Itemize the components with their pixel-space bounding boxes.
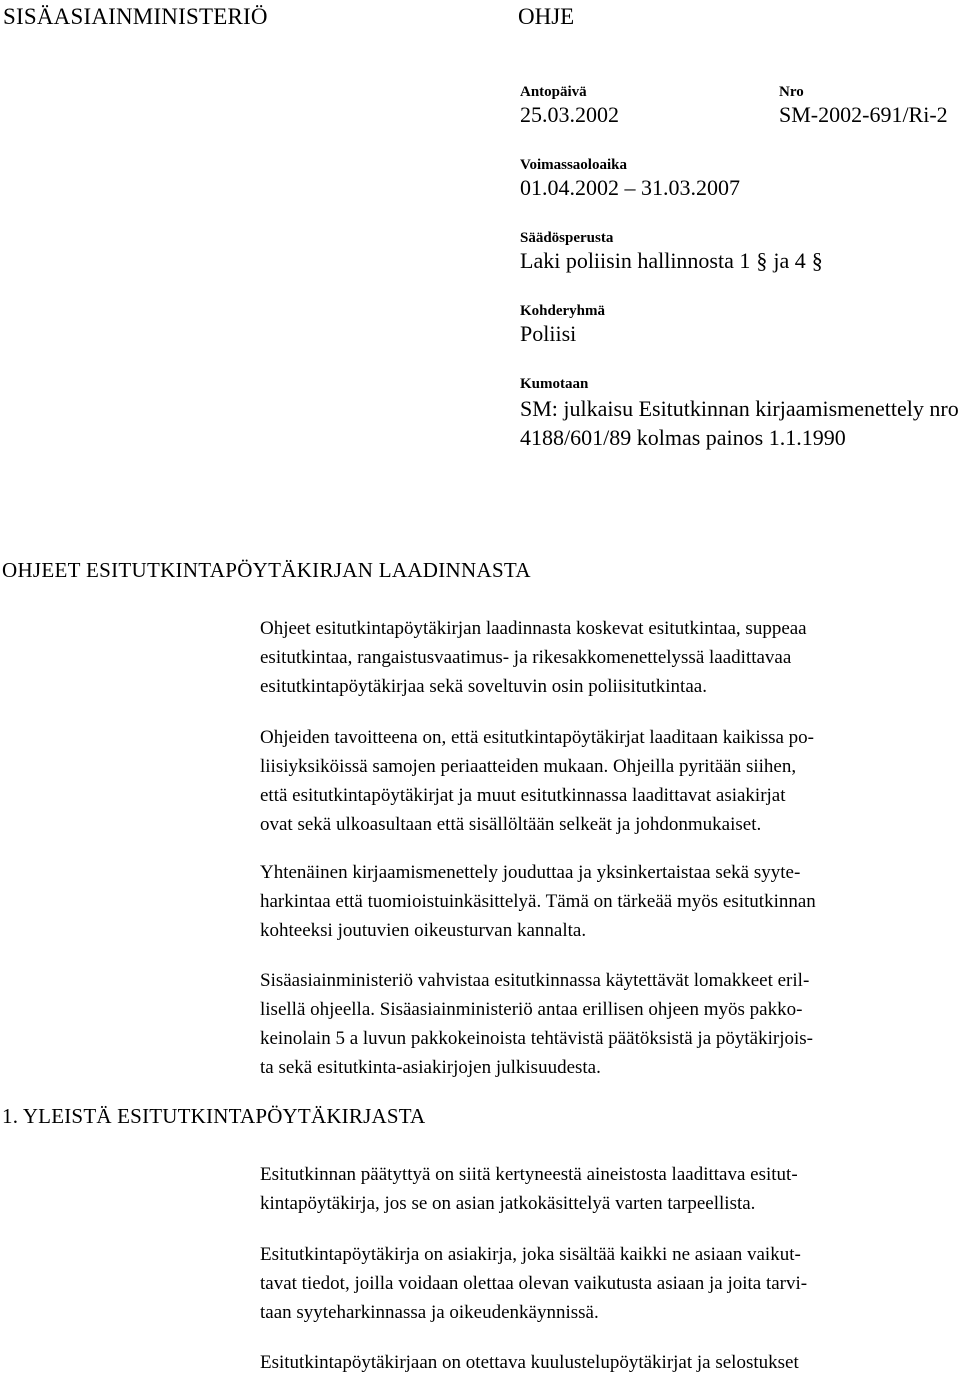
legal-basis-text-middle: ja 4 [773,248,806,273]
target-group-value: Poliisi [520,321,577,346]
target-group-label: Kohderyhmä [520,303,606,319]
document-title: OHJEET ESITUTKINTAPÖYTÄKIRJAN LAADINNASTA [2,558,531,582]
legal-basis-label: Säädösperusta [520,230,614,246]
body-paragraph: Esitutkinnan päätyttyä on siitä kertyneestä aineistosta laadittava esitut- kintapöytäkirja, jos se on asian jatkokäsittelyä varten tarpeellista. [260,1164,798,1214]
legal-basis-value [520,248,829,274]
body-paragraph: Esitutkintapöytäkirja on asiakirja, joka sisältää kaikki ne asiaan vaikut- tavat tiedot, joilla voidaan olettaa olevan vaikutusta asiaan ja joita tarvi- taan syyteharkinnassa ja oikeudenkäynnissä. [260,1244,808,1323]
body-paragraph: Yhtenäinen kirjaamismenettely jouduttaa ja yksinkertaistaa sekä syyte- harkintaa että tuomioistuinkäsittelyä. Tämä on tärkeää myös esitutkinnan kohteeksi joutuvien oikeusturvan kannalta. [260,862,816,941]
repeals-value: SM: julkaisu Esitutkinnan kirjaamismenettely nro 4188/601/89 kolmas painos 1.1.1990 [520,396,959,450]
legal-basis-text-prefix: Laki poliisin hallinnosta 1 [520,248,751,273]
number-value: SM-2002-691/Ri-2 [779,102,948,127]
section-heading: 1. YLEISTÄ ESITUTKINTAPÖYTÄKIRJASTA [2,1104,426,1128]
body-paragraph: Ohjeet esitutkintapöytäkirjan laadinnasta koskevat esitutkintaa, suppeaa esitutkintaa, rangaistusvaatimus- ja rikesakkomenettelyssä laadittavaa esitutkintapöytäkirjaa sekä soveltuvin osin poliisitutkintaa. [260,618,807,697]
document-type: OHJE [518,4,575,29]
number-label: Nro [779,84,804,100]
section-symbol: § [811,248,823,273]
issue-date-value: 25.03.2002 [520,102,619,127]
body-paragraph: Sisäasiainministeriö vahvistaa esitutkinnassa käytettävät lomakkeet eril- lisellä ohjeella. Sisäasiainministeriö antaa erillisen ohjeen myös pakko- keinolain 5 a luvun pakkokeinoista tehtävistä päätöksistä ja pöytäkirjois- ta sekä esitutkinta-asiakirjojen julkisuudesta. [260,970,813,1078]
body-paragraph: Ohjeiden tavoitteena on, että esitutkintapöytäkirjat laaditaan kaikissa po- liisiyksiköissä samojen periaatteiden mukaan. Ohjeilla pyritään siihen, että esitutkintapöytäkirjat ja muut esitutkinnassa laadittavat asiakirjat ovat sekä ulkoasultaan että sisällöltään selkeät ja johdonmukaiset. [260,727,814,835]
organization-name: SISÄASIAINMINISTERIÖ [3,4,268,29]
validity-value: 01.04.2002 – 31.03.2007 [520,175,740,200]
section-symbol: § [756,248,768,273]
issue-date-label: Antopäivä [520,84,587,100]
repeals-label: Kumotaan [520,376,589,392]
validity-label: Voimassaoloaika [520,157,627,173]
body-paragraph: Esitutkintapöytäkirjaan on otettava kuulustelupöytäkirjat ja selostukset [260,1352,799,1373]
